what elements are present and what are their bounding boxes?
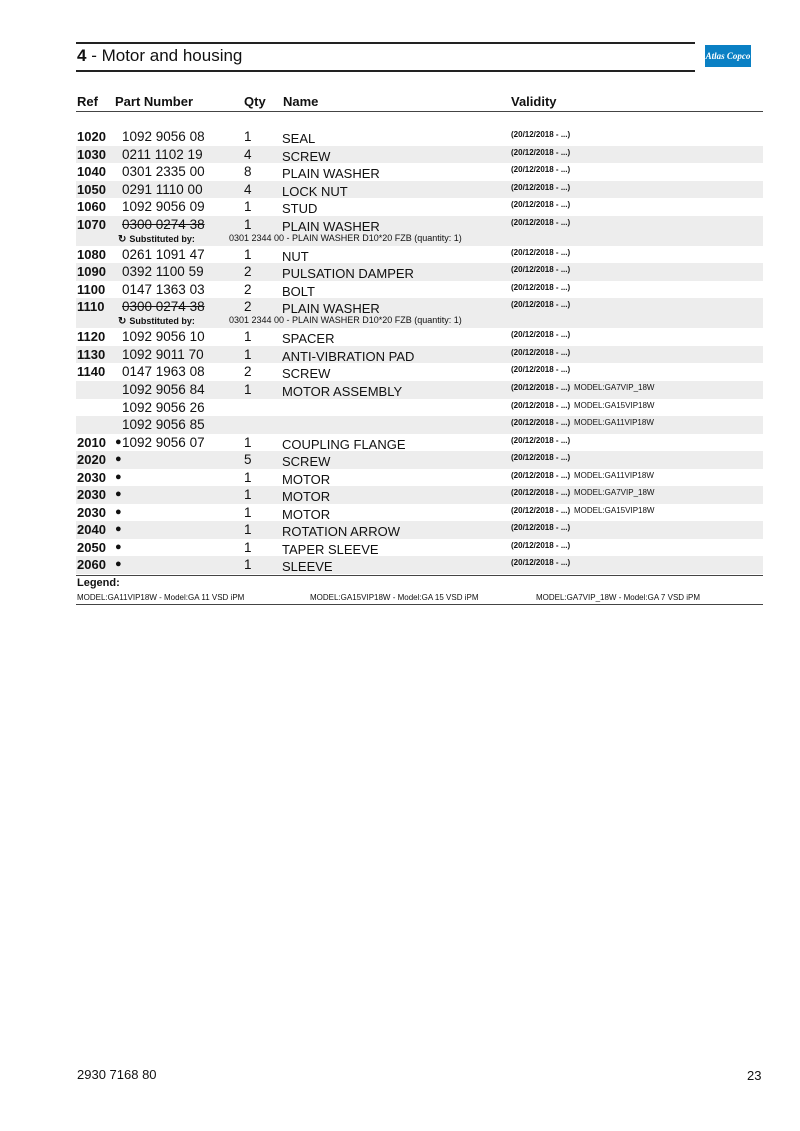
part-number-cell: 0261 1091 47: [122, 246, 205, 262]
table-row: [76, 181, 763, 199]
part-number-cell: 1092 9011 70: [122, 346, 204, 362]
bullet-icon: ●: [115, 435, 122, 448]
column-header-qty: Qty: [244, 94, 266, 109]
model-cell: MODEL:GA7VIP_18W: [574, 383, 655, 393]
bullet-icon: ●: [115, 523, 122, 536]
model-cell: MODEL:GA11VIP18W: [574, 470, 654, 480]
name-cell: MOTOR ASSEMBLY: [282, 384, 403, 400]
table-row: [76, 469, 763, 487]
header-rule-bottom: [76, 70, 695, 72]
validity-cell: (20/12/2018 - ...): [511, 330, 571, 340]
page-number: 23: [747, 1068, 762, 1083]
brand-logo: Atlas Copco: [705, 45, 751, 67]
ref-cell: 2030: [77, 469, 106, 485]
table-row: [76, 363, 763, 381]
name-cell: ANTI-VIBRATION PAD: [282, 348, 415, 364]
table-row: [76, 216, 763, 246]
part-number-cell: 0301 2335 00: [122, 164, 205, 180]
bullet-icon: ●: [115, 558, 122, 571]
qty-cell: 1: [244, 504, 252, 520]
name-cell: SCREW: [282, 454, 331, 470]
qty-cell: 4: [244, 146, 252, 162]
validity-cell: (20/12/2018 - ...): [511, 523, 571, 533]
table-row: [76, 521, 763, 539]
ref-cell: 1060: [77, 199, 106, 215]
ref-cell: 1090: [77, 264, 106, 280]
table-row: [76, 198, 763, 216]
qty-cell: 1: [244, 329, 252, 345]
part-number-cell: 1092 9056 09: [122, 199, 205, 215]
legend-item: MODEL:GA7VIP_18W - Model:GA 7 VSD iPM: [536, 593, 701, 602]
table-row: [76, 399, 763, 417]
qty-cell: 8: [244, 164, 252, 180]
table-row: [76, 146, 763, 164]
name-cell: SCREW: [282, 148, 331, 164]
name-cell: TAPER SLEEVE: [282, 541, 379, 557]
ref-cell: 1020: [77, 129, 106, 144]
legend-item: MODEL:GA15VIP18W - Model:GA 15 VSD iPM: [310, 593, 479, 602]
header-divider: [76, 111, 763, 112]
qty-cell: 1: [244, 129, 252, 144]
qty-cell: 4: [244, 181, 252, 197]
table-row: [76, 346, 763, 364]
validity-cell: (20/12/2018 - ...): [511, 217, 571, 227]
document-number: 2930 7168 80: [77, 1067, 157, 1082]
ref-cell: 1130: [77, 346, 106, 362]
validity-cell: (20/12/2018 - ...): [511, 300, 571, 310]
substituted-label-text: Substituted by:: [129, 233, 195, 244]
ref-cell: 2030: [77, 504, 106, 520]
part-number-cell: 1092 9056 10: [122, 329, 205, 345]
ref-cell: 1030: [77, 146, 106, 162]
legend-divider: [76, 604, 763, 605]
validity-cell: (20/12/2018 - ...): [511, 265, 571, 275]
name-cell: PLAIN WASHER: [282, 218, 380, 234]
table-row: [76, 246, 763, 264]
name-cell: PLAIN WASHER: [282, 301, 380, 317]
table-row: [76, 381, 763, 399]
name-cell: COUPLING FLANGE: [282, 436, 406, 452]
validity-cell: (20/12/2018 - ...): [511, 347, 571, 357]
table-row: [76, 298, 763, 328]
ref-cell: 1070: [77, 216, 106, 232]
refresh-icon: ↻: [118, 316, 127, 328]
table-row: [76, 328, 763, 346]
table-row: [76, 163, 763, 181]
table-row: [76, 486, 763, 504]
qty-cell: 1: [244, 522, 252, 538]
validity-cell: (20/12/2018 - ...): [511, 130, 571, 139]
table-row: [76, 263, 763, 281]
part-number-cell: 0300 0274 38: [122, 216, 205, 232]
name-cell: SEAL: [282, 131, 316, 146]
model-cell: MODEL:GA15VIP18W: [574, 400, 655, 410]
qty-cell: 2: [244, 364, 252, 380]
qty-cell: 1: [244, 346, 252, 362]
bullet-icon: ●: [115, 453, 122, 466]
validity-cell: (20/12/2018 - ...): [511, 383, 571, 393]
name-cell: SCREW: [282, 366, 331, 382]
part-number-cell: 0147 1363 03: [122, 281, 205, 297]
name-cell: NUT: [282, 248, 309, 264]
part-number-cell: 1092 9056 85: [122, 417, 205, 433]
validity-cell: (20/12/2018 - ...): [511, 147, 571, 157]
ref-cell: 1110: [77, 299, 105, 315]
ref-cell: 2020: [77, 452, 106, 468]
parts-table: [76, 128, 763, 574]
ref-cell: 2030: [77, 487, 106, 503]
validity-cell: (20/12/2018 - ...): [511, 505, 571, 515]
ref-cell: 1120: [77, 329, 106, 345]
model-cell: MODEL:GA11VIP18W: [574, 418, 654, 428]
validity-cell: (20/12/2018 - ...): [511, 365, 571, 375]
ref-cell: 1140: [77, 364, 106, 380]
column-header-validity: Validity: [511, 94, 557, 109]
ref-cell: 1100: [77, 281, 106, 297]
name-cell: MOTOR: [282, 489, 331, 505]
validity-cell: (20/12/2018 - ...): [511, 435, 571, 445]
legend-title: Legend:: [77, 577, 120, 589]
ref-cell: 2010: [77, 434, 106, 450]
validity-cell: (20/12/2018 - ...): [511, 470, 571, 480]
validity-cell: (20/12/2018 - ...): [511, 165, 571, 175]
legend-item: MODEL:GA11VIP18W - Model:GA 11 VSD iPM: [77, 593, 245, 602]
table-row: [76, 556, 763, 574]
part-number-cell: 0211 1102 19: [122, 146, 203, 162]
table-row: [76, 281, 763, 299]
substituted-label-text: Substituted by:: [129, 316, 195, 327]
name-cell: SPACER: [282, 331, 335, 347]
part-number-cell: 1092 9056 84: [122, 382, 205, 398]
qty-cell: 1: [244, 382, 252, 398]
column-header-name: Name: [283, 94, 319, 109]
section-number: 4: [77, 46, 87, 65]
qty-cell: 2: [244, 299, 252, 315]
ref-cell: 2060: [77, 557, 106, 573]
table-row: [76, 451, 763, 469]
section-title: - Motor and housing: [86, 46, 243, 65]
ref-cell: 2040: [77, 522, 106, 538]
name-cell: STUD: [282, 201, 318, 217]
name-cell: PULSATION DAMPER: [282, 266, 414, 282]
qty-cell: 2: [244, 281, 252, 297]
part-number-cell: 0147 1963 08: [122, 364, 205, 380]
model-cell: MODEL:GA15VIP18W: [574, 505, 655, 515]
part-number-cell: 0300 0274 38: [122, 299, 205, 315]
validity-cell: (20/12/2018 - ...): [511, 558, 571, 568]
qty-cell: 1: [244, 487, 252, 503]
validity-cell: (20/12/2018 - ...): [511, 247, 571, 257]
qty-cell: 1: [244, 557, 252, 573]
qty-cell: 1: [244, 539, 252, 555]
name-cell: LOCK NUT: [282, 183, 348, 199]
model-cell: MODEL:GA7VIP_18W: [574, 488, 655, 498]
table-bottom-divider: [76, 575, 763, 576]
bullet-icon: ●: [115, 505, 122, 518]
bullet-icon: ●: [115, 540, 122, 553]
table-row: [76, 434, 763, 452]
part-number-cell: 1092 9056 07: [122, 434, 205, 450]
substitute-part-cell: 0301 2344 00 - PLAIN WASHER D10*20 FZB (quantity: 1): [229, 232, 462, 243]
page-title: [77, 46, 242, 66]
name-cell: SLEEVE: [282, 559, 333, 575]
ref-cell: 2050: [77, 539, 106, 555]
validity-cell: (20/12/2018 - ...): [511, 488, 571, 498]
qty-cell: 2: [244, 264, 252, 280]
name-cell: MOTOR: [282, 506, 331, 522]
part-number-cell: 0291 1110 00: [122, 181, 203, 197]
substitute-part-cell: 0301 2344 00 - PLAIN WASHER D10*20 FZB (quantity: 1): [229, 315, 462, 326]
refresh-icon: ↻: [118, 233, 127, 245]
qty-cell: 1: [244, 199, 252, 215]
column-header-part-number: Part Number: [115, 94, 194, 109]
bullet-icon: ●: [115, 488, 122, 501]
validity-cell: (20/12/2018 - ...): [511, 400, 571, 410]
table-row: [76, 504, 763, 522]
ref-cell: 1050: [77, 181, 106, 197]
part-number-cell: 1092 9056 26: [122, 399, 205, 415]
substituted-label: [118, 234, 195, 245]
name-cell: PLAIN WASHER: [282, 166, 380, 182]
validity-cell: (20/12/2018 - ...): [511, 182, 571, 192]
name-cell: ROTATION ARROW: [282, 524, 400, 540]
table-row: [76, 539, 763, 557]
name-cell: BOLT: [282, 283, 315, 299]
part-number-cell: 0392 1100 59: [122, 264, 204, 280]
qty-cell: 5: [244, 452, 252, 468]
qty-cell: 1: [244, 469, 252, 485]
validity-cell: (20/12/2018 - ...): [511, 453, 571, 463]
qty-cell: 1: [244, 434, 252, 450]
column-header-ref: Ref: [77, 94, 98, 109]
validity-cell: (20/12/2018 - ...): [511, 200, 571, 210]
substituted-label: [118, 316, 195, 327]
qty-cell: 1: [244, 246, 252, 262]
validity-cell: (20/12/2018 - ...): [511, 282, 571, 292]
validity-cell: (20/12/2018 - ...): [511, 540, 571, 550]
bullet-icon: ●: [115, 470, 122, 483]
header-rule-top: [76, 42, 695, 44]
table-row: [76, 416, 763, 434]
part-number-cell: 1092 9056 08: [122, 129, 205, 144]
name-cell: MOTOR: [282, 471, 331, 487]
ref-cell: 1040: [77, 164, 106, 180]
ref-cell: 1080: [77, 246, 106, 262]
qty-cell: 1: [244, 216, 252, 232]
table-row: [76, 128, 763, 146]
validity-cell: (20/12/2018 - ...): [511, 418, 571, 428]
